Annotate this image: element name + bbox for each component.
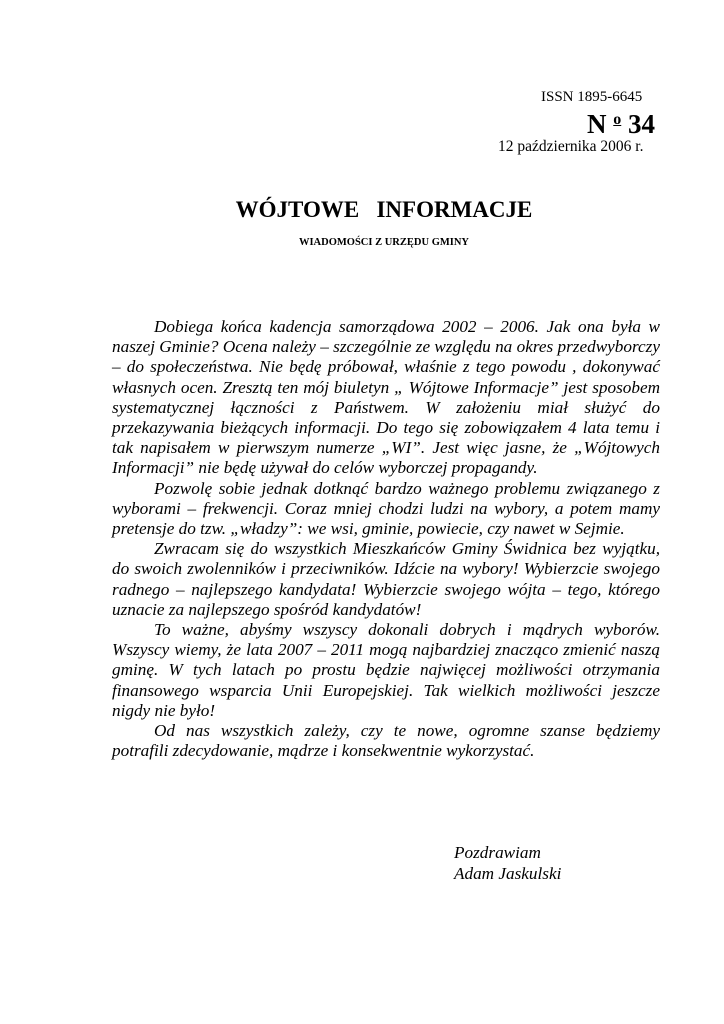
letter-paragraph: Dobiega końca kadencja samorządowa 2002 – 2006. Jak ona była w naszej Gminie? Ocena należy – szczególnie ze względu na okres przedwyborczy – do społeczeństwa. Nie będę próbował, właśnie z tego powodu , dokonywać własnych ocen. Zresztą ten mój biuletyn „ Wójtowe Informacje” jest sposobem systematycznej łączności z Państwem. W założeniu miał służyć do przekazywania bieżących informacji. Do tego się zobowiązałem 4 lata temu i tak napisałem w pierwszym numerze „WI”. Jest więc jasne, że „Wójtowych Informacji” nie będę używał do celów wyborczej propagandy. xyxy=(112,317,660,478)
issue-number xyxy=(587,104,655,140)
letter-body xyxy=(112,317,660,761)
signature-name: Adam Jaskulski xyxy=(454,864,562,883)
signature-block xyxy=(454,842,561,884)
newsletter-title: WÓJTOWE INFORMACJE xyxy=(235,197,533,222)
issue-number-value: 34 xyxy=(621,109,655,139)
issue-date: 12 października 2006 r. xyxy=(498,138,644,155)
issn-number: ISSN 1895-6645 xyxy=(541,89,643,105)
letter-paragraph: Od nas wszystkich zależy, czy te nowe, ogromne szanse będziemy potrafili zdecydowanie, mądrze i konsekwentnie wykorzystać. xyxy=(112,721,660,761)
letter-paragraph: To ważne, abyśmy wszyscy dokonali dobrych i mądrych wyborów. Wszyscy wiemy, że lata 2007 – 2011 mogą najbardziej znacząco zmienić naszą gminę. W tych latach po prostu będzie najwięcej możliwości otrzymania finansowego wsparcia Unii Europejskiej. Tak wielkich możliwości jeszcze nigdy nie było! xyxy=(112,620,660,720)
letter-paragraph: Pozwolę sobie jednak dotknąć bardzo ważnego problemu związanego z wyborami – frekwencji. Coraz mniej chodzi ludzi na wybory, a potem mamy pretensje do tzw. „władzy”: we wsi, gminie, powiecie, czy nawet w Sejmie. xyxy=(112,478,660,539)
issue-number-prefix: N xyxy=(587,109,607,139)
newsletter-subtitle: WIADOMOŚCI Z URZĘDU GMINY xyxy=(298,237,470,248)
signature-greeting: Pozdrawiam xyxy=(454,843,541,862)
issue-number-superscript: o xyxy=(613,111,622,128)
letter-paragraph: Zwracam się do wszystkich Mieszkańców Gminy Świdnica bez wyjątku, do swoich zwolenników i przeciwników. Idźcie na wybory! Wybierzcie swojego radnego – najlepszego kandydata! Wybierzcie swojego wójta – tego, którego uznacie za najlepszego spośród kandydatów! xyxy=(112,539,660,619)
